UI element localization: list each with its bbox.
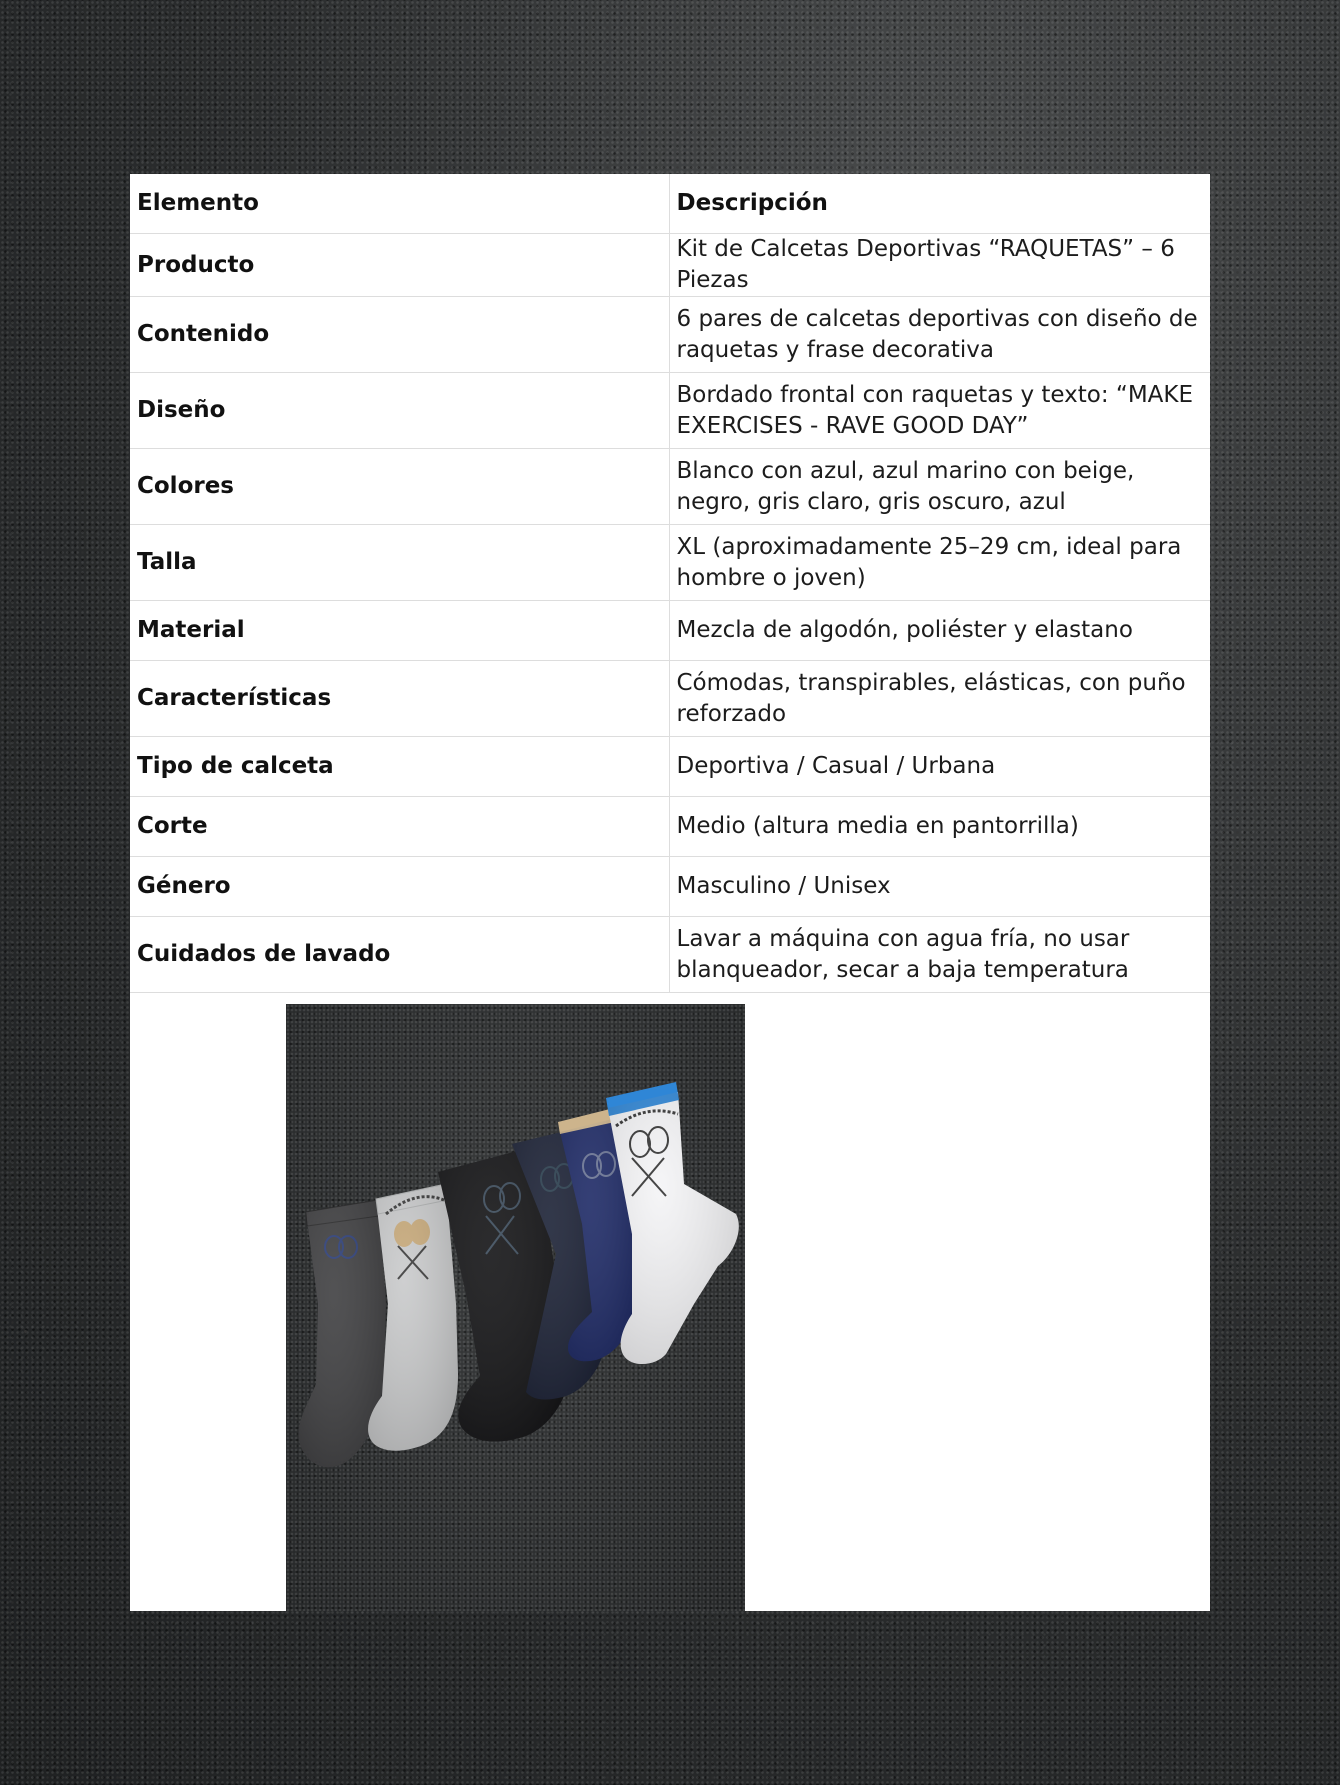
row-key: Corte bbox=[130, 797, 669, 857]
row-value: Lavar a máquina con agua fría, no usar blanqueador, secar a baja temperatura bbox=[669, 917, 1210, 993]
table-row bbox=[130, 661, 1210, 737]
spec-table bbox=[130, 174, 1210, 993]
spec-sheet bbox=[130, 174, 1210, 1611]
table-row bbox=[130, 917, 1210, 993]
row-value: Cómodas, transpirables, elásticas, con puño reforzado bbox=[669, 661, 1210, 737]
row-key: Cuidados de lavado bbox=[130, 917, 669, 993]
row-value: Deportiva / Casual / Urbana bbox=[669, 737, 1210, 797]
table-row bbox=[130, 737, 1210, 797]
row-key: Contenido bbox=[130, 297, 669, 373]
row-key: Tipo de calceta bbox=[130, 737, 669, 797]
table-row bbox=[130, 525, 1210, 601]
header-description: Descripción bbox=[669, 174, 1210, 234]
row-key: Material bbox=[130, 601, 669, 661]
row-value: Blanco con azul, azul marino con beige, negro, gris claro, gris oscuro, azul bbox=[669, 449, 1210, 525]
row-value: Bordado frontal con raquetas y texto: “MAKE EXERCISES - RAVE GOOD DAY” bbox=[669, 373, 1210, 449]
row-key: Colores bbox=[130, 449, 669, 525]
header-element: Elemento bbox=[130, 174, 669, 234]
table-row bbox=[130, 797, 1210, 857]
table-row bbox=[130, 234, 1210, 297]
row-value: Mezcla de algodón, poliéster y elastano bbox=[669, 601, 1210, 661]
table-row bbox=[130, 857, 1210, 917]
stray-dot bbox=[24, 1330, 27, 1333]
row-value: 6 pares de calcetas deportivas con diseño de raquetas y frase decorativa bbox=[669, 297, 1210, 373]
row-value: XL (aproximadamente 25–29 cm, ideal para hombre o joven) bbox=[669, 525, 1210, 601]
table-header-row bbox=[130, 174, 1210, 234]
row-value: Kit de Calcetas Deportivas “RAQUETAS” – 6 Piezas bbox=[669, 234, 1210, 297]
row-value: Masculino / Unisex bbox=[669, 857, 1210, 917]
product-photo bbox=[286, 1004, 745, 1611]
row-key: Diseño bbox=[130, 373, 669, 449]
table-row bbox=[130, 449, 1210, 525]
row-key: Producto bbox=[130, 234, 669, 297]
table-row bbox=[130, 601, 1210, 661]
socks-illustration bbox=[286, 1004, 745, 1611]
row-key: Talla bbox=[130, 525, 669, 601]
row-key: Género bbox=[130, 857, 669, 917]
table-row bbox=[130, 373, 1210, 449]
row-key: Características bbox=[130, 661, 669, 737]
table-row bbox=[130, 297, 1210, 373]
row-value: Medio (altura media en pantorrilla) bbox=[669, 797, 1210, 857]
